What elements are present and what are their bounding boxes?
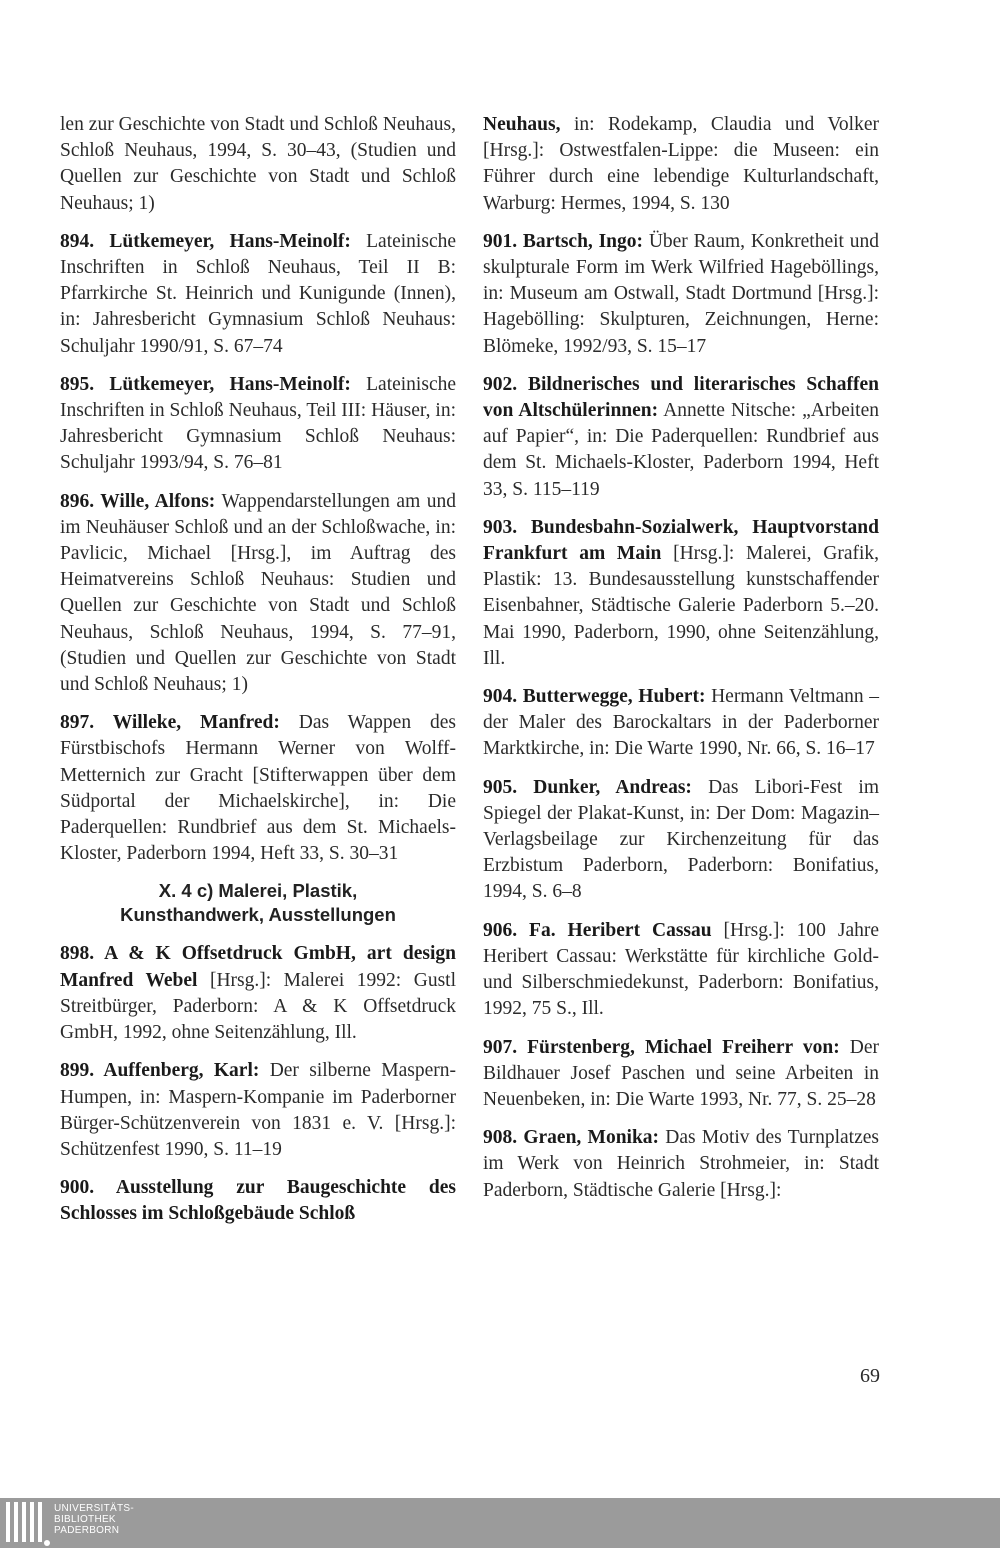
library-name-line3: PADERBORN [54, 1525, 120, 1536]
library-name [54, 1503, 134, 1536]
entry-894 [60, 229, 456, 360]
library-footer [0, 1498, 1000, 1548]
entry-text: Lateinische Inschriften in Schloß Neuhaus, Teil III: Häuser, in: Jahresbericht Gymnasium Schloß Neuhaus: Schuljahr 1993/94, S. 76–81 [60, 373, 456, 474]
entry-heading: 902. Bildnerisches und literarisches Schaffen von Altschülerinnen: [483, 373, 879, 422]
entry-908 [483, 1125, 879, 1204]
entry-heading: 901. Bartsch, Ingo: [483, 230, 644, 252]
entry-heading: 903. Bundesbahn-Sozialwerk, Hauptvorstand Frankfurt am Main [483, 516, 879, 565]
library-logo-icon [6, 1502, 46, 1542]
entry-heading: 898. A & K Offsetdruck GmbH, art design Manfred Webel [60, 943, 456, 991]
entry-901 [483, 229, 879, 360]
entry-text: Der silberne Maspern-Humpen, in: Maspern-Kompanie im Paderborner Bürger-Schützenverein von 1831 e. V. [Hrsg.]: Schützenfest 1990, S. 11–19 [60, 1060, 457, 1160]
section-heading-line1: X. 4 c) Malerei, Plastik, [158, 880, 358, 902]
left-column [60, 112, 456, 1240]
entry-heading: 906. Fa. Heribert Cassau [483, 919, 712, 941]
entry-heading: 897. Willeke, Manfred: [60, 712, 280, 734]
entry-text: Lateinische Inschriften in Schloß Neuhaus, Teil II B: Pfarrkirche St. Heinrich und Kunigunde (Innen), in: Jahresbericht Gymnasium Schloß Neuhaus: Schuljahr 1990/91, S. 67–74 [60, 230, 456, 357]
entry-899 [60, 1058, 456, 1163]
entry-895 [60, 372, 456, 477]
library-name-line1: UNIVERSITÄTS- [54, 1503, 135, 1514]
continuation-heading: Neuhaus, [483, 114, 561, 135]
entry-heading: 900. Ausstellung zur Baugeschichte des Schlosses im Schloßgebäude Schloß [60, 1177, 456, 1225]
entry-text: Hermann Veltmann – der Maler des Barockaltars in der Paderborner Marktkirche, in: Die Warte 1990, Nr. 66, S. 16–17 [483, 686, 880, 760]
entry-text: Über Raum, Konkretheit und skulpturale Form im Werk Wilfried Hageböllings, in: Museum am Ostwall, Stadt Dortmund [Hrsg.]: Hagebölling: Skulpturen, Zeichnungen, Herne: Blömeke, 1992/93, S. 15–17 [483, 230, 880, 357]
entry-902 [483, 372, 879, 503]
section-heading-line2: Kunsthandwerk, Ausstellungen [120, 904, 396, 926]
entry-text: Annette Nitsche: „Arbeiten auf Papier“, in: Die Paderquellen: Rundbrief aus dem St. Michaels-Kloster, Paderborn 1994, Heft 33, S. 115–119 [483, 400, 879, 500]
entry-907 [483, 1035, 879, 1114]
entry-text: [Hrsg.]: 100 Jahre Heribert Cassau: Werkstätte für kirchliche Gold- und Silberschmiedekunst, Paderborn: Bonifatius, 1992, 75 S., Ill. [483, 919, 879, 1020]
entry-heading: 905. Dunker, Andreas: [483, 776, 692, 798]
entry-text: Das Libori-Fest im Spiegel der Plakat-Kunst, in: Der Dom: Magazin–Verlagsbeilage zur Kirchenzeitung für das Erzbistum Paderborn, Paderborn: Bonifatius, 1994, S. 6–8 [483, 776, 880, 903]
entry-text: [Hrsg.]: Malerei, Grafik, Plastik: 13. Bundesausstellung kunstschaffender Eisenbahner, Städtische Galerie Paderborn 5.–20. Mai 1990, Paderborn, 1990, ohne Seitenzählung, Ill. [483, 543, 880, 669]
library-name-line2: BIBLIOTHEK [54, 1514, 116, 1525]
entry-heading: 904. Butterwegge, Hubert: [483, 686, 706, 708]
entry-906 [483, 918, 879, 1023]
entry-heading: 899. Auffenberg, Karl: [60, 1060, 260, 1082]
entry-heading: 895. Lütkemeyer, Hans-Meinolf: [60, 373, 351, 395]
entry-heading: 907. Fürstenberg, Michael Freiherr von: [483, 1036, 840, 1058]
continuation-body: in: Rodekamp, Claudia und Volker [Hrsg.]: Ostwestfalen-Lippe: die Museen: ein Führer durch eine lebendige Kulturlandschaft, Warburg: Hermes, 1994, S. 130 [483, 114, 880, 214]
entry-text: Das Wappen des Fürstbischofs Hermann Werner von Wolff-Metternich zur Gracht [Stifterwappen über dem Südportal der Michaelskirche], in: Die Paderquellen: Rundbrief aus dem St. Michaels-Kloster, Paderborn 1994, Heft 33, S. 30–31 [60, 712, 457, 865]
entry-904 [483, 684, 879, 763]
page-number: 69 [860, 1365, 880, 1387]
entry-897 [60, 710, 456, 867]
entry-898 [60, 941, 456, 1046]
continuation-text [483, 112, 879, 217]
entry-heading: 908. Graen, Monika: [483, 1127, 660, 1149]
entry-900 [60, 1175, 456, 1227]
entry-905 [483, 775, 879, 906]
entry-896 [60, 489, 456, 699]
continuation-text: len zur Geschichte von Stadt und Schloß Neuhaus, Schloß Neuhaus, 1994, S. 30–43, (Studien und Quellen zur Geschichte von Stadt und Schloß Neuhaus; 1) [60, 114, 456, 214]
right-column [483, 112, 879, 1216]
entry-text: Der Bildhauer Josef Paschen und seine Arbeiten in Neuenbeken, in: Die Warte 1993, Nr. 77, S. 25–28 [483, 1036, 879, 1110]
entry-text: Das Motiv des Turnplatzes im Werk von Heinrich Strohmeier, in: Stadt Paderborn, Städtische Galerie [Hrsg.]: [483, 1127, 879, 1201]
entry-903 [483, 515, 879, 672]
section-heading [60, 879, 456, 927]
entry-heading: 894. Lütkemeyer, Hans-Meinolf: [60, 230, 351, 252]
entry-text: [Hrsg.]: Malerei 1992: Gustl Streitbürger, Paderborn: A & K Offsetdruck GmbH, 1992, ohne Seitenzählung, Ill. [60, 969, 456, 1044]
entry-heading: 896. Wille, Alfons: [60, 490, 216, 512]
entry-text: Wappendarstellungen am und im Neuhäuser Schloß und an der Schloßwache, in: Pavlicic, Michael [Hrsg.], im Auftrag des Heimatvereins Schloß Neuhaus: Studien und Quellen zur Geschichte von Stadt und Schloß Neuhaus, Schloß Neuhaus, 1994, S. 77–91, (Studien und Quellen zur Geschichte von Stadt und Schloß Neuhaus; 1) [60, 490, 456, 696]
